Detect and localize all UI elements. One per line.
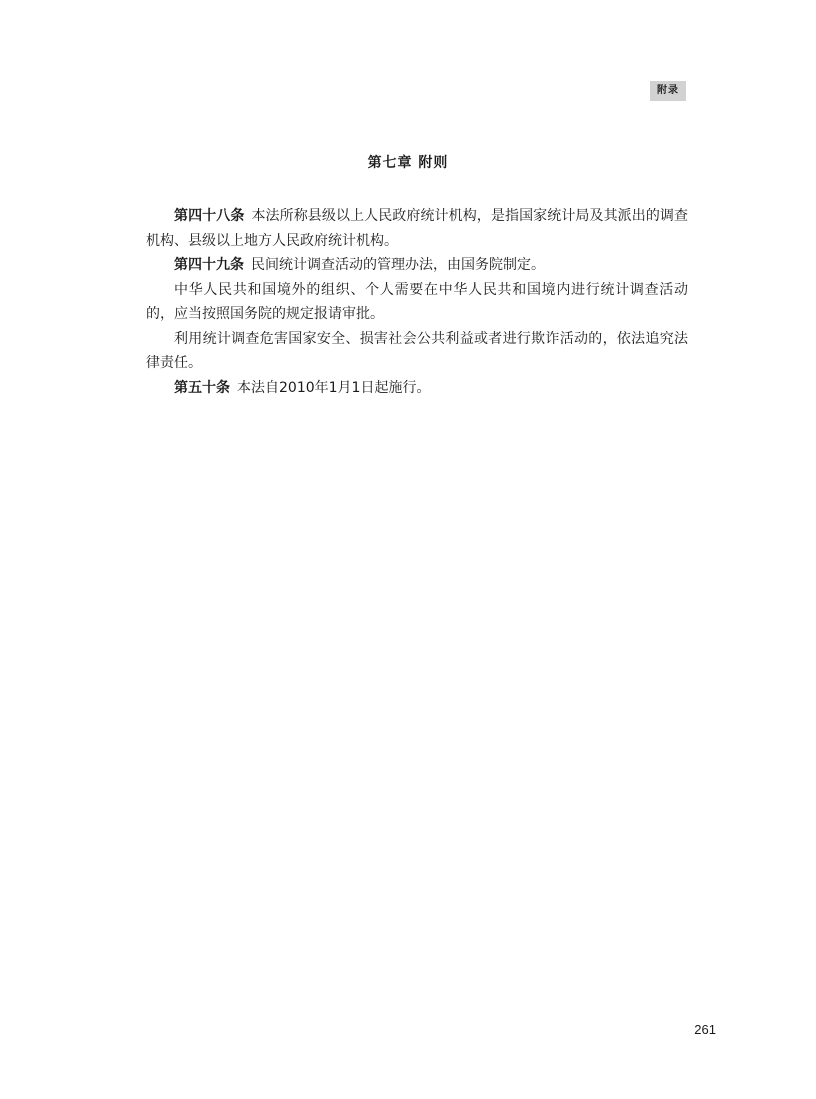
article-49-paragraph-2 bbox=[146, 278, 688, 327]
article-50-paragraph bbox=[146, 376, 688, 401]
article-49-paragraph bbox=[146, 253, 688, 278]
article-text: 本法自2010年1月1日起施行。 bbox=[237, 379, 431, 396]
article-text: 本法所称县级以上人民政府统计机构，是指国家统计局及其派出的调查机构、县级以上地方人民政府统计机构。 bbox=[146, 208, 689, 249]
article-49-paragraph-3 bbox=[146, 327, 688, 376]
article-number: 第四十八条 bbox=[174, 208, 245, 224]
section-tag: 附录 bbox=[650, 81, 686, 101]
page-number: 261 bbox=[694, 1022, 716, 1037]
article-48-paragraph bbox=[146, 204, 688, 253]
article-text: 中华人民共和国境外的组织、个人需要在中华人民共和国境内进行统计调查活动的，应当按照国务院的规定报请审批。 bbox=[146, 281, 688, 322]
article-text: 民间统计调查活动的管理办法，由国务院制定。 bbox=[251, 257, 545, 273]
article-body bbox=[146, 204, 688, 400]
chapter-title: 第七章 附则 bbox=[367, 155, 449, 171]
article-number: 第四十九条 bbox=[174, 257, 244, 273]
article-number: 第五十条 bbox=[174, 379, 230, 396]
article-text: 利用统计调查危害国家安全、损害社会公共利益或者进行欺诈活动的，依法追究法律责任。 bbox=[146, 330, 688, 371]
